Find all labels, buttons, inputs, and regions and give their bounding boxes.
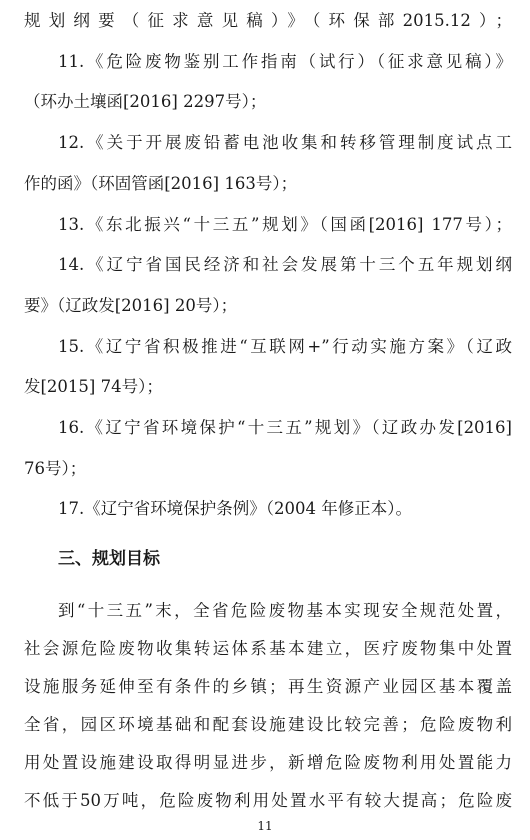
text-line: 13.《东北振兴“十三五”规划》（国函[2016] 177号）； — [58, 215, 512, 234]
body-line: 用处置设施建设取得明显进步，新增危险废物利用处置能力 — [24, 753, 512, 772]
text-line: 发[2015] 74号）； — [24, 377, 163, 396]
text-line: 16.《辽宁省环境保护“十三五”规划》（辽政办发[2016] — [58, 418, 512, 437]
body-line: 设施服务延伸至有条件的乡镇；再生资源产业园区基本覆盖 — [24, 677, 512, 696]
text-line: （环办土壤函[2016] 2297号）； — [24, 92, 267, 111]
text-line: 14.《辽宁省国民经济和社会发展第十三个五年规划纲 — [58, 255, 512, 274]
body-line: 到“十三五”末，全省危险废物基本实现安全规范处置， — [58, 601, 512, 620]
text-line: 要》（辽政发[2016] 20号）； — [24, 296, 238, 315]
text-line: 12.《关于开展废铅蓄电池收集和转移管理制度试点工 — [58, 133, 512, 152]
text-line: 规划纲要（征求意见稿）》（环保部2015.12）； — [24, 11, 512, 30]
text-line: 作的函》（环固管函[2016] 163号）； — [24, 174, 298, 193]
section-heading: 三、规划目标 — [58, 549, 160, 569]
text-line: 17.《辽宁省环境保护条例》（2004 年修正本）。 — [58, 499, 412, 518]
text-line: 15.《辽宁省积极推进“互联网+”行动实施方案》（辽政 — [58, 337, 512, 356]
text-line: 11.《危险废物鉴别工作指南（试行）（征求意见稿）》 — [58, 52, 512, 71]
body-line: 社会源危险废物收集转运体系基本建立，医疗废物集中处置 — [24, 639, 512, 658]
body-line: 不低于50万吨，危险废物利用处置水平有较大提高；危险废 — [24, 791, 512, 810]
body-line: 全省，园区环境基础和配套设施建设比较完善；危险废物利 — [24, 715, 512, 734]
text-line: 76号）； — [24, 459, 87, 478]
page-number: 11 — [257, 819, 273, 833]
